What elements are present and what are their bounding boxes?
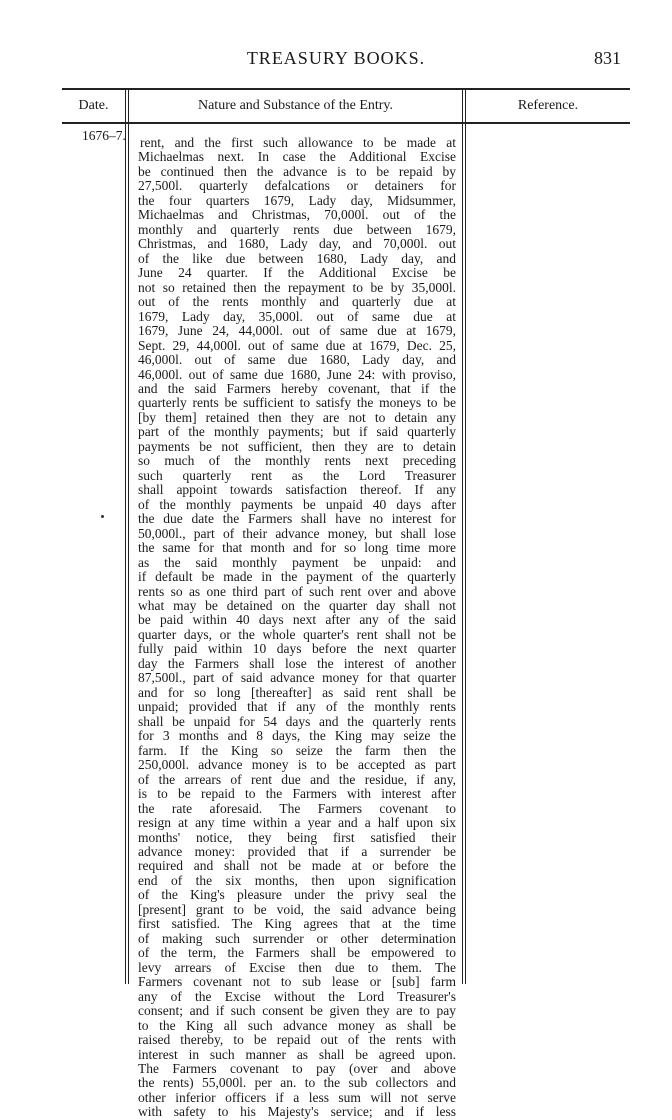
entry-line: of the King's pleasure under the privy seal the — [138, 888, 456, 903]
entry-line: months' notice, they being first satisfied their — [138, 830, 456, 845]
column-divider-right — [462, 88, 463, 984]
entry-line: as the said monthly payment be unpaid: and — [138, 555, 456, 570]
entry-line: out of the rents monthly and quarterly due at — [138, 295, 456, 310]
entry-line: 250,000l. advance money is to be accepted as part — [138, 758, 456, 773]
entry-line: raised thereby, to be repaid out of the rents with — [138, 1033, 456, 1048]
entry-line: be continued then the advance is to be repaid by — [138, 164, 456, 179]
entry-line: June 24 quarter. If the Additional Excise be — [138, 266, 456, 281]
entry-line: Farmers covenant not to sub lease or [sub] farm — [138, 975, 456, 990]
running-head — [0, 46, 672, 76]
entry-line: Michaelmas next. In case the Additional Excise — [138, 150, 456, 165]
entry-line: such quarterly rent as the Lord Treasurer — [138, 468, 456, 483]
entry-line: is to be repaid to the Farmers with interest after — [138, 787, 456, 802]
entry-line: of making such surrender or other determination — [138, 931, 456, 946]
entry-line: of the arrears of rent due and the residue, if any, — [138, 772, 456, 787]
entry-line: if default be made in the payment of the quarterly — [138, 570, 456, 585]
entry-line: [present] grant to be void, the said advance being — [138, 902, 456, 917]
entry-line: shall be unpaid for 54 days and the quarterly rents — [138, 714, 456, 729]
entry-line: Christmas, and 1680, Lady day, and 70,000l. out — [138, 237, 456, 252]
entry-line: shall appoint towards satisfaction thereof. If any — [138, 483, 456, 498]
column-header-date: Date. — [78, 98, 109, 113]
entry-line: levy arrears of Excise then due to them. The — [138, 960, 456, 975]
entry-line: first satisfied. The King agrees that at the time — [138, 917, 456, 932]
entry-line: other inferior officers if a less sum will not serve — [138, 1090, 456, 1105]
entry-line: Michaelmas and Christmas, 70,000l. out of the — [138, 208, 456, 223]
entry-line: be paid within 40 days next after any of the said — [138, 613, 456, 628]
entry-line: not so retained then the repayment to be by 35,000l. — [138, 280, 456, 295]
column-divider-left-inner — [128, 88, 129, 984]
entry-line: the due date the Farmers shall have no interest for — [138, 512, 456, 527]
entry-line: Sept. 29, 44,000l. out of same due at 1679, Dec. 25, — [138, 338, 456, 353]
column-header-nature: Nature and Substance of the Entry. — [197, 98, 394, 113]
column-header-reference: Reference. — [517, 98, 579, 113]
entry-line: and for so long [thereafter] as said rent shall be — [138, 685, 456, 700]
running-title: TREASURY BOOKS. — [246, 48, 426, 68]
entry-line: fully paid within 10 days before the next quarter — [138, 642, 456, 657]
entry-line: 46,000l. out of same due 1680, Lady day, and — [138, 353, 456, 368]
entry-line: part of the monthly payments; but if said quarterly — [138, 425, 456, 440]
entry-line: quarterly rents be sufficient to satisfy the moneys to be — [138, 396, 456, 411]
entry-line: with safety to his Majesty's service; and if less — [138, 1105, 456, 1120]
entry-line: of the like due between 1680, Lady day, and — [138, 251, 456, 266]
entry-line: day the Farmers shall lose the interest of another — [138, 656, 456, 671]
entry-line: for 3 months and 8 days, the King may seize the — [138, 729, 456, 744]
entry-line: the four quarters 1679, Lady day, Midsummer, — [138, 193, 456, 208]
entry-line: 50,000l., part of their advance money, but shall lose — [138, 526, 456, 541]
entry-line: interest in such manner as shall be agreed upon. — [138, 1047, 456, 1062]
entry-line: farm. If the King so seize the farm then the — [138, 743, 456, 758]
entry-line: of the term, the Farmers shall be empowered to — [138, 946, 456, 961]
entry-line: The Farmers covenant to pay (over and above — [138, 1062, 456, 1076]
entry-line: rents so as one third part of such rent over and above — [138, 584, 456, 599]
entry-line: of the monthly payments be unpaid 40 days after — [138, 497, 456, 512]
entry-line: monthly and quarterly rents due between 1679, — [138, 222, 456, 237]
entry-line: 46,000l. out of same due 1680, June 24: with proviso, — [138, 367, 456, 382]
entry-line: required and shall not be made at or before the — [138, 859, 456, 874]
entry-line: and the said Farmers hereby covenant, that if the — [138, 381, 456, 396]
entry-line: payments be not sufficient, then they are to detain — [138, 439, 456, 454]
header-bottom-rule — [62, 122, 630, 124]
column-divider-left — [125, 88, 126, 984]
entry-date: 1676–7. — [82, 128, 126, 143]
entry-line: [by them] retained then they are not to detain any — [138, 410, 456, 425]
entry-line: the rents) 55,000l. per an. to the sub collectors and — [138, 1076, 456, 1091]
entry-line: what may be detained on the quarter day shall not — [138, 599, 456, 613]
entry-line: 1679, June 24, 44,000l. out of same due at 1679, — [138, 324, 456, 339]
entry-text — [138, 136, 456, 1120]
entry-line: advance money: provided that if a surrender be — [138, 844, 456, 859]
margin-mark — [101, 515, 104, 518]
entry-line: resign at any time within a year and a half upon six — [138, 816, 456, 831]
page-number: 831 — [594, 48, 621, 68]
entry-line: end of the six months, then upon signification — [138, 873, 456, 888]
entry-line: 1679, Lady day, 35,000l. out of same due at — [138, 309, 456, 324]
entry-line: any of the Excise without the Lord Treasurer's — [138, 989, 456, 1004]
column-divider-right-inner — [465, 88, 466, 984]
entry-line: unpaid; provided that if any of the monthly rents — [138, 700, 456, 715]
header-top-rule — [62, 88, 630, 90]
entry-line: the same for that month and for so long time more — [138, 541, 456, 556]
entry-line: to the King all such advance money as shall be — [138, 1018, 456, 1033]
entry-line: consent; and if such consent be given they are to pay — [138, 1004, 456, 1019]
entry-line: quarter days, or the whole quarter's rent shall not be — [138, 627, 456, 642]
entry-line: 87,500l., part of said advance money for that quarter — [138, 671, 456, 686]
entry-line: the rate aforesaid. The Farmers covenant to — [138, 801, 456, 816]
entry-line: so much of the monthly rents next preceding — [138, 454, 456, 469]
entry-line: rent, and the first such allowance to be made at — [140, 136, 456, 150]
entry-line: 27,500l. quarterly defalcations or detainers for — [138, 179, 456, 194]
